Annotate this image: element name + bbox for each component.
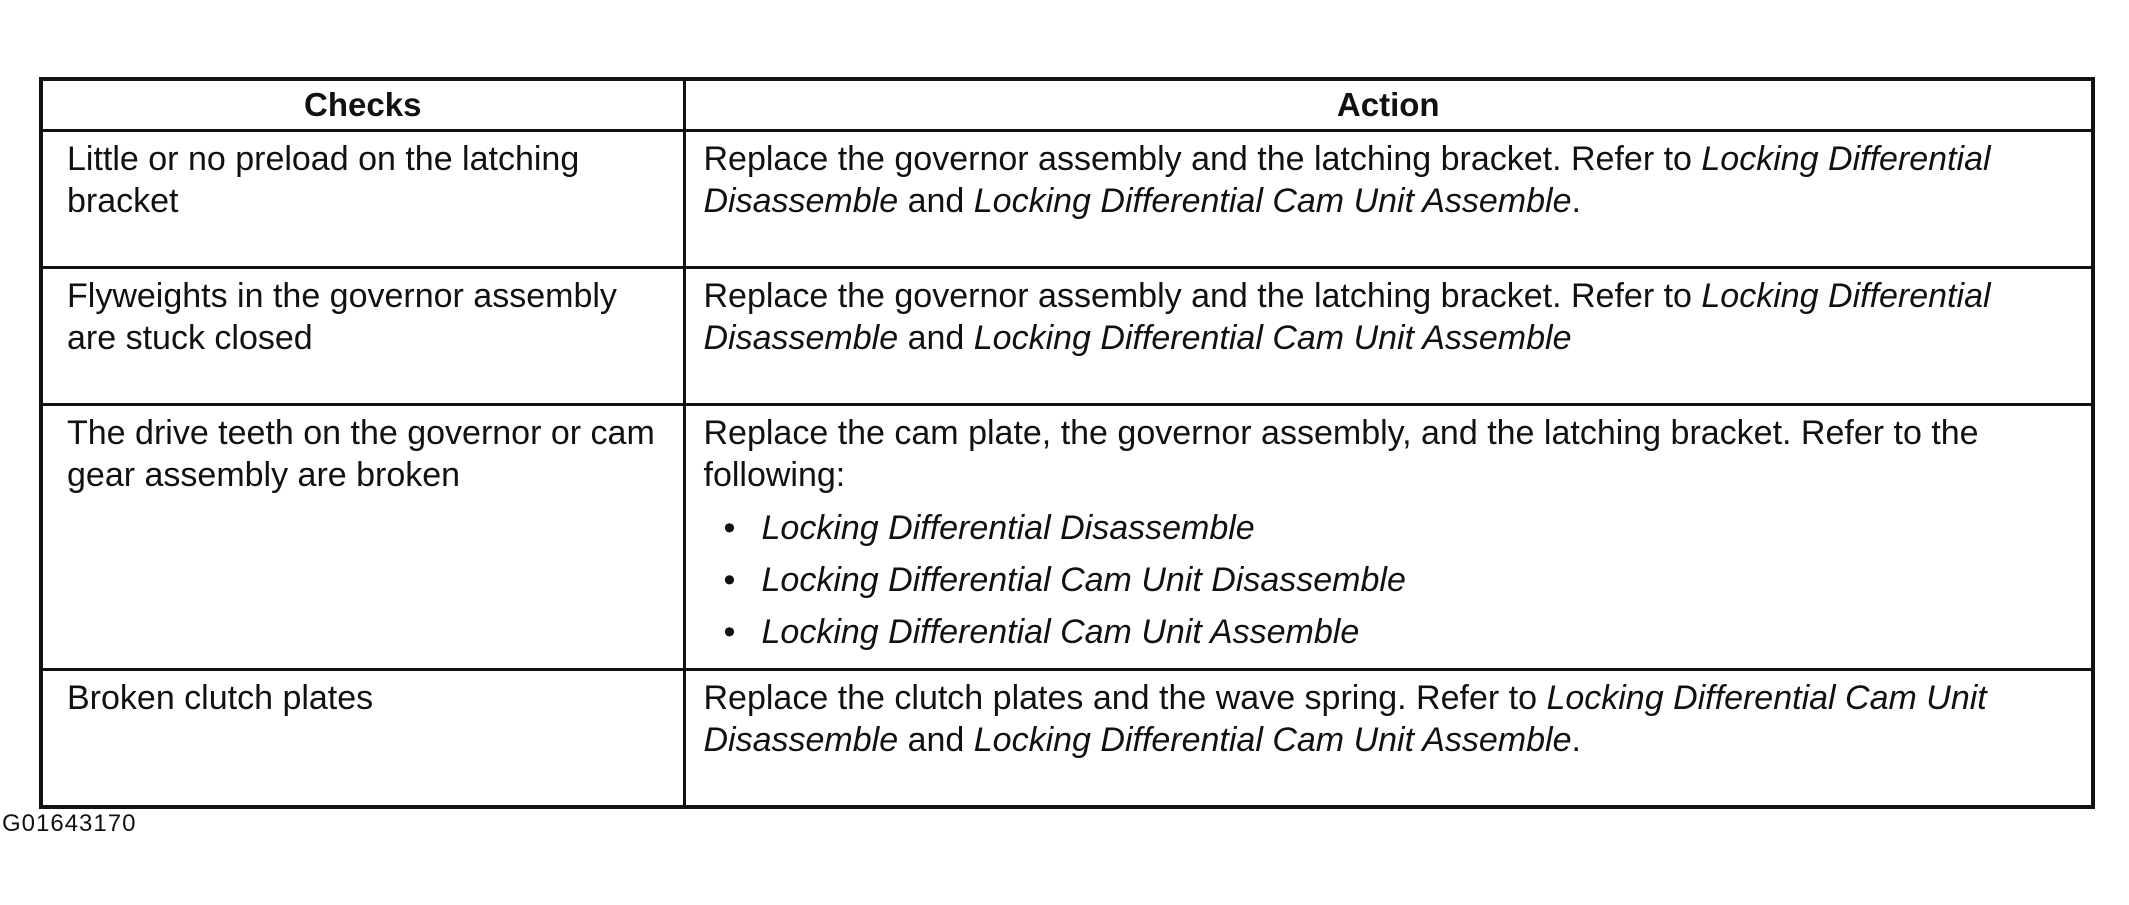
reference-link: Locking Differential Cam Unit Assemble [973,721,1572,759]
check-cell: Little or no preload on the latching bracket [41,131,684,268]
list-item [724,554,2078,606]
action-text: Replace the governor assembly and the latching bracket. Refer to [703,140,1702,178]
bullet-icon: • [723,509,736,547]
reference-link: Locking Differential Cam Unit Assemble [761,613,1360,651]
reference-link: Locking Differential Disassemble [761,509,1255,547]
action-text: . [1571,721,1581,759]
action-text: and [898,319,974,357]
list-item [724,606,2078,658]
table-header-row [41,79,2093,131]
action-text: Replace the clutch plates and the wave spring. Refer to [703,679,1547,717]
action-text: and [898,721,974,759]
table-row [41,405,2093,670]
reference-link: Locking Differential Cam Unit Disassemble [761,561,1406,599]
action-cell [684,405,2093,670]
action-text: Replace the governor assembly and the latching bracket. Refer to [703,277,1702,315]
reference-list [704,502,2078,658]
reference-link: Locking Differential Cam Unit Assemble [973,182,1572,220]
reference-link: Locking Differential Cam Unit Assemble [973,319,1572,357]
diagnostic-table [39,77,2095,809]
table-row [41,131,2093,268]
action-cell [684,131,2093,268]
table-row [41,268,2093,405]
action-text: . [1571,182,1581,220]
action-header: Action [684,79,2093,131]
action-cell [684,670,2093,808]
reference-link: Locking Differential Disassemble [703,277,1991,357]
action-cell [684,268,2093,405]
bullet-icon: • [723,561,736,599]
reference-link: Locking Differential Disassemble [703,140,1991,220]
check-cell: Broken clutch plates [41,670,684,808]
check-cell: The drive teeth on the governor or cam gear assembly are broken [41,405,684,670]
checks-header: Checks [41,79,684,131]
figure-id: G01643170 [2,810,137,837]
bullet-icon: • [723,613,736,651]
check-cell: Flyweights in the governor assembly are stuck closed [41,268,684,405]
action-text: Replace the cam plate, the governor assembly, and the latching bracket. Refer to the following: [703,414,1979,494]
table-row [41,670,2093,808]
reference-link: Locking Differential Cam Unit Disassemble [703,679,1987,759]
list-item [724,502,2078,554]
action-text: and [898,182,974,220]
